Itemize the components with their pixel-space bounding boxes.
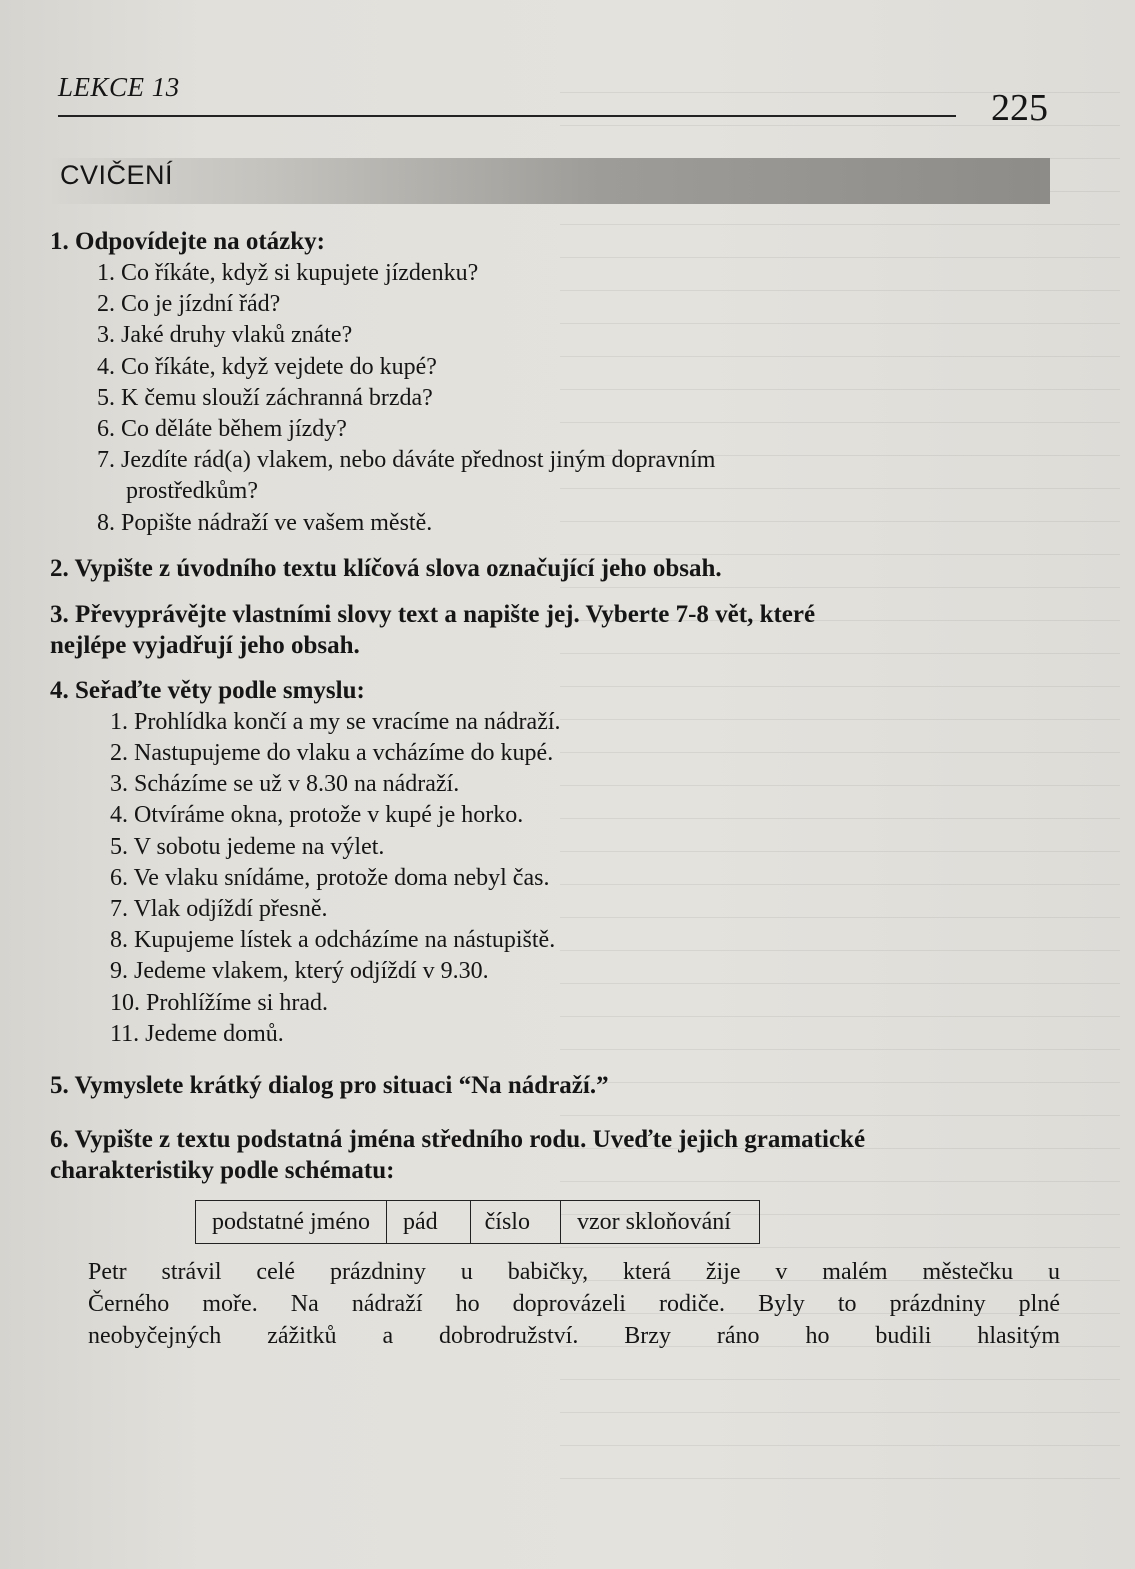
list-item: 8. Popište nádraží ve vašem městě. xyxy=(97,509,433,536)
list-item: 10. Prohlížíme si hrad. xyxy=(110,989,328,1016)
table-header-cell: číslo xyxy=(470,1201,560,1244)
page-number: 225 xyxy=(991,87,1048,129)
header-rule xyxy=(58,115,956,117)
list-item: 1. Prohlídka končí a my se vracíme na nádraží. xyxy=(110,708,561,735)
list-item-continuation xyxy=(50,476,1060,507)
list-item: 2. Co je jízdní řád? xyxy=(97,291,281,318)
passage-line: neobyčejných zážitků a dobrodružství. Brzy ráno ho budili hlasitým xyxy=(88,1323,1060,1350)
list-item: 7. Jezdíte rád(a) vlakem, nebo dáváte přednost jiným dopravním xyxy=(97,447,716,474)
exercise-3 xyxy=(50,599,1060,661)
list-item: 9. Jedeme vlakem, který odjíždí v 9.30. xyxy=(110,958,489,985)
list-item: 6. Co děláte během jízdy? xyxy=(97,416,347,443)
schema-table xyxy=(195,1200,760,1244)
exercises xyxy=(50,226,1060,1352)
list-item: 4. Co říkáte, když vejdete do kupé? xyxy=(97,353,437,380)
table-header-cell: vzor skloňování xyxy=(560,1201,759,1244)
table-row xyxy=(196,1201,760,1244)
list-item: 5. V sobotu jedeme na výlet. xyxy=(110,833,385,860)
section-title-bar xyxy=(52,158,1050,204)
exercise-6-title-line2: charakteristiky podle schématu: xyxy=(50,1157,395,1185)
exercise-6-title-line1: 6. Vypište z textu podstatná jména středního rodu. Uveďte jejich gramatické xyxy=(50,1126,866,1154)
list-item: 11. Jedeme domů. xyxy=(110,1020,284,1047)
exercise-1-title: 1. Odpovídejte na otázky: xyxy=(50,228,325,255)
list-item: 2. Nastupujeme do vlaku a vcházíme do kupé. xyxy=(110,740,554,767)
section-title: CVIČENÍ xyxy=(60,160,174,190)
list-item: 5. K čemu slouží záchranná brzda? xyxy=(97,384,433,411)
list-item: 7. Vlak odjíždí přesně. xyxy=(110,896,328,923)
exercise-4-title: 4. Seřaďte věty podle smyslu: xyxy=(50,676,365,704)
passage-line: Petr strávil celé prázdniny u babičky, která žije v malém městečku u xyxy=(88,1259,1060,1286)
exercise-6 xyxy=(50,1124,1060,1352)
schema-table-wrapper xyxy=(50,1200,1060,1244)
exercise-2-title: 2. Vypište z úvodního textu klíčová slova označující jeho obsah. xyxy=(50,554,722,582)
lesson-label: LEKCE 13 xyxy=(58,72,180,102)
exercise-1-questions xyxy=(50,258,1060,539)
table-header-cell: pád xyxy=(386,1201,470,1244)
page-header xyxy=(58,72,1048,129)
list-item: 6. Ve vlaku snídáme, protože doma nebyl čas. xyxy=(110,864,550,891)
table-header-cell: podstatné jméno xyxy=(196,1201,387,1244)
exercise-4-sentences xyxy=(50,707,1060,1050)
passage-line: Černého moře. Na nádraží ho doprovázeli rodiče. Byly to prázdniny plné xyxy=(88,1291,1060,1318)
list-item: 8. Kupujeme lístek a odcházíme na nástupiště. xyxy=(110,927,556,954)
exercise-1 xyxy=(50,226,1060,539)
list-item: 3. Jaké druhy vlaků znáte? xyxy=(97,322,353,349)
continuation-text: prostředkům? xyxy=(126,478,258,505)
list-item: 3. Scházíme se už v 8.30 na nádraží. xyxy=(110,771,460,798)
exercise-5-title: 5. Vymyslete krátký dialog pro situaci “Na nádraží.” xyxy=(50,1072,609,1100)
list-item: 4. Otvíráme okna, protože v kupé je horko. xyxy=(110,802,524,829)
exercise-4 xyxy=(50,675,1060,1050)
exercise-3-title-line1: 3. Převyprávějte vlastními slovy text a napište jej. Vyberte 7-8 vět, které xyxy=(50,600,816,628)
list-item: 1. Co říkáte, když si kupujete jízdenku? xyxy=(97,260,479,286)
exercise-3-title-line2: nejlépe vyjadřují jeho obsah. xyxy=(50,631,360,659)
text-passage xyxy=(88,1256,1060,1352)
